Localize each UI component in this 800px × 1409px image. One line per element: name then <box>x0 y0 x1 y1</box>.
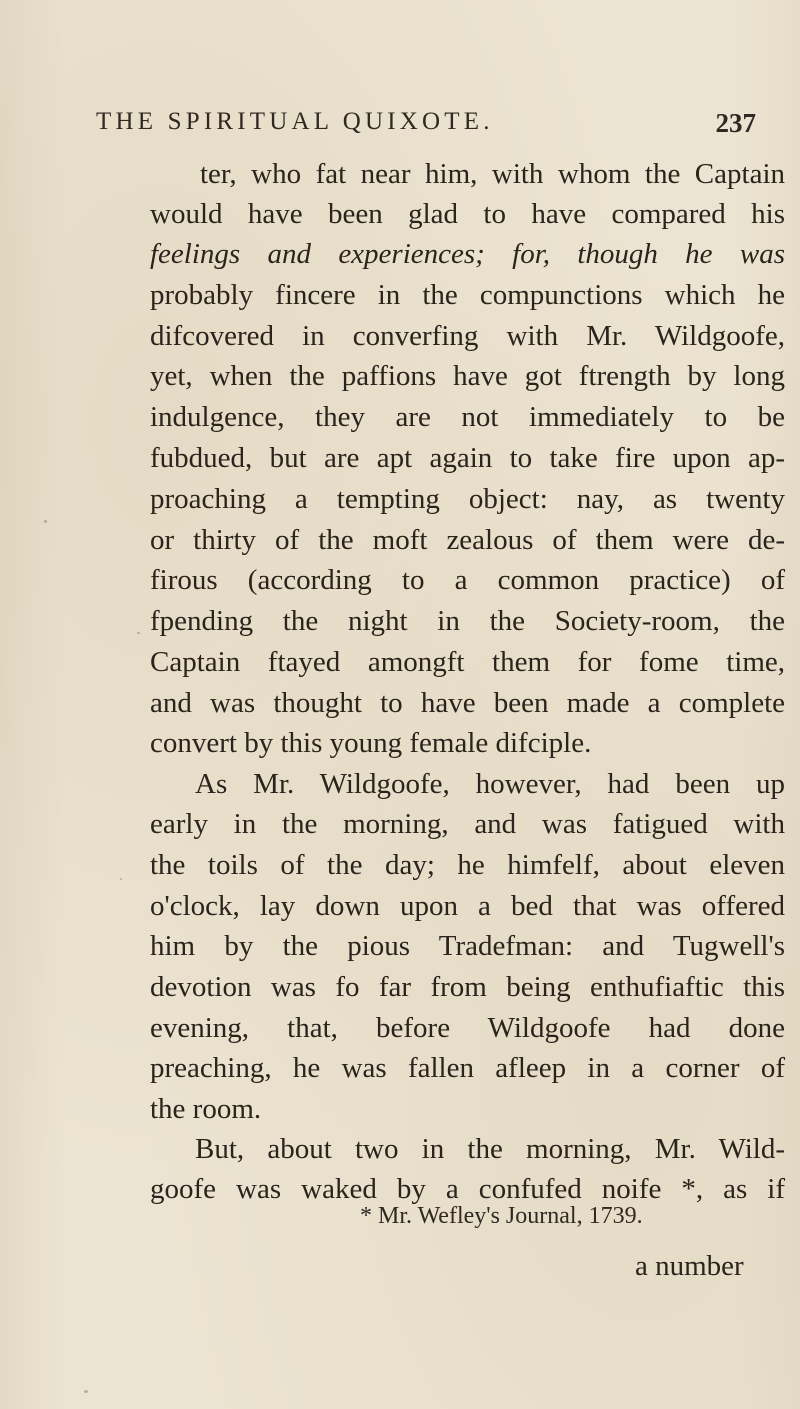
paper-speck <box>84 1390 88 1393</box>
text-line: the toils of the day; he himfelf, about eleven <box>150 849 785 881</box>
text-line: fubdued, but are apt again to take fire upon ap- <box>150 442 785 474</box>
text-line: As Mr. Wildgoofe, however, had been up <box>195 768 785 800</box>
page-number: 237 <box>715 108 756 138</box>
text-line: proaching a tempting object: nay, as twenty <box>150 483 785 515</box>
text-line: devotion was fo far from being enthufiaftic this <box>150 971 785 1003</box>
body-text <box>150 154 785 1205</box>
running-head <box>96 108 756 148</box>
text-line: indulgence, they are not immediately to be <box>150 401 785 433</box>
text-line: feelings and experiences; for, though he was <box>150 238 785 270</box>
catchword: a number <box>635 1250 744 1282</box>
text-line: evening, that, before Wildgoofe had done <box>150 1012 785 1044</box>
paper-speck <box>137 632 140 634</box>
text-line: early in the morning, and was fatigued with <box>150 808 785 840</box>
running-title: THE SPIRITUAL QUIXOTE. <box>96 108 494 135</box>
text-line: o'clock, lay down upon a bed that was offered <box>150 890 785 922</box>
text-line: But, about two in the morning, Mr. Wild- <box>195 1133 785 1165</box>
text-line: him by the pious Tradefman: and Tugwell's <box>150 930 785 962</box>
text-line: convert by this young female difciple. <box>150 727 592 759</box>
text-line: preaching, he was fallen afleep in a corner of <box>150 1052 785 1084</box>
text-line: and was thought to have been made a complete <box>150 687 785 719</box>
text-line: would have been glad to have compared his <box>150 198 785 230</box>
footnote: * Mr. Wefley's Journal, 1739. <box>360 1203 643 1229</box>
text-line: yet, when the paffions have got ftrength by long <box>150 360 785 392</box>
text-line: firous (according to a common practice) of <box>150 564 785 596</box>
text-line: ter, who fat near him, with whom the Captain <box>200 158 785 190</box>
text-line: Captain ftayed amongft them for fome time, <box>150 646 785 678</box>
paper-speck <box>44 520 47 523</box>
text-line: difcovered in converfing with Mr. Wildgoofe, <box>150 320 785 352</box>
text-line: goofe was waked by a confufed noife *, as if <box>150 1173 785 1205</box>
text-line: probably fincere in the compunctions which he <box>150 279 785 311</box>
text-line: the room. <box>150 1093 262 1125</box>
paper-speck <box>120 878 122 880</box>
text-line: fpending the night in the Society-room, the <box>150 605 785 637</box>
text-line: or thirty of the moft zealous of them were de- <box>150 524 785 556</box>
